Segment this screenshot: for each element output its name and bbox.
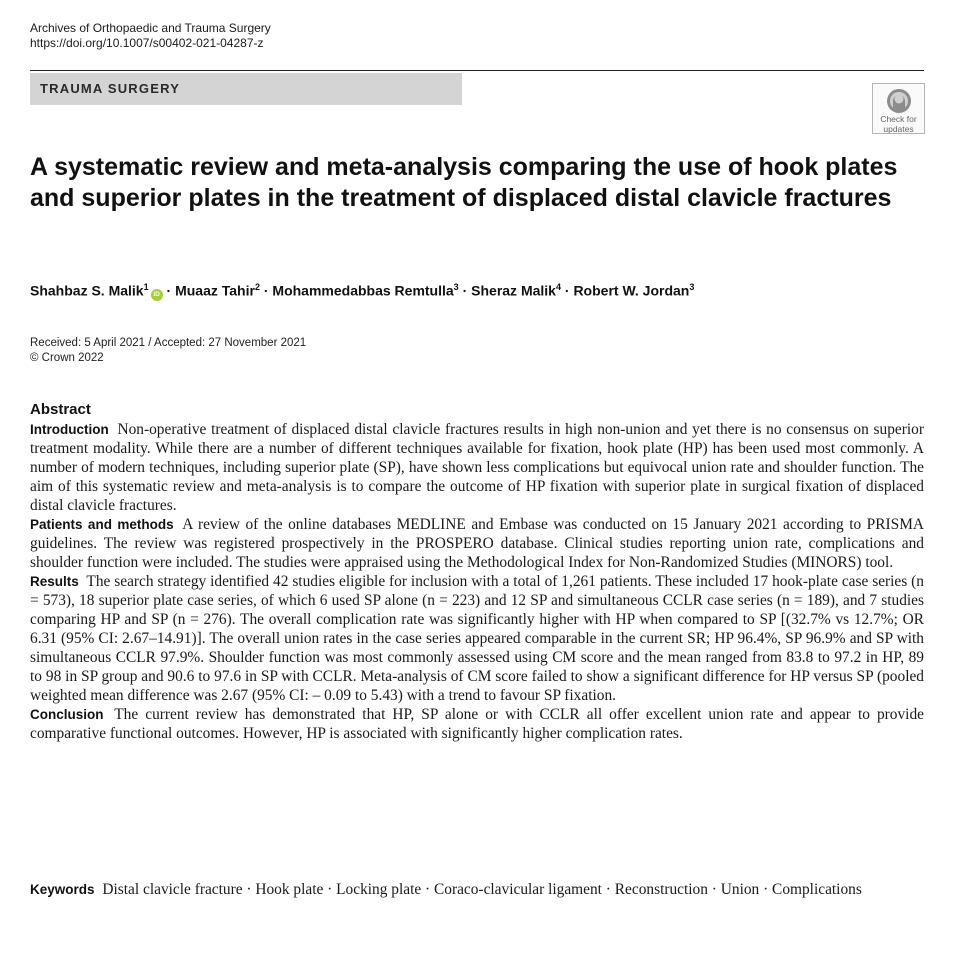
journal-name: Archives of Orthopaedic and Trauma Surgery	[30, 21, 271, 35]
author-affiliation: 2	[254, 282, 260, 292]
author-separator: ·	[162, 282, 176, 299]
author-affiliation: 3	[453, 282, 459, 292]
doi-link[interactable]: https://doi.org/10.1007/s00402-021-04287-z	[30, 36, 264, 50]
crossmark-icon	[886, 88, 912, 114]
abstract-introduction	[30, 420, 924, 515]
received-accepted-dates: Received: 5 April 2021 / Accepted: 27 November 2021	[30, 337, 307, 349]
methods-text: A review of the online databases MEDLINE and Embase was conducted on 15 January 2021 according to PRISMA guidelines. The review was registered prospectively in the PROSPERO database. Clinical studies reporting union rate, complications and shoulder function were included. The studies were appraised using the Methodological Index for Non-Randomized Studies (MINORS) tool.	[30, 516, 924, 571]
introduction-label: Introduction	[30, 422, 109, 437]
conclusion-text: The current review has demonstrated that HP, SP alone or with CCLR all offer excellent union rate and appear to provide comparative functional outcomes. However, HP is associated with significantly higher complication rates.	[30, 706, 924, 742]
abstract-methods	[30, 515, 924, 572]
article-title: A systematic review and meta-analysis comparing the use of hook plates and superior plates in the treatment of displaced distal clavicle fractures	[30, 153, 898, 212]
check-for-updates-badge[interactable]	[872, 83, 925, 134]
orcid-icon[interactable]: iD	[151, 289, 163, 301]
keywords-section	[30, 880, 924, 899]
updates-label: updates	[883, 123, 914, 134]
author-separator: ·	[259, 282, 273, 299]
abstract-heading: Abstract	[30, 401, 91, 418]
results-text: The search strategy identified 42 studies eligible for inclusion with a total of 1,261 patients. These included 17 hook-plate case series (n = 573), 18 superior plate case series, of which 6 used SP alone (n = 223) and 12 SP and simultaneous CCLR case series (n = 189), and 7 studies comparing HP and SP (n = 276). The overall complication rate was significantly higher with HP when compared to SP [(32.7% vs 12.7%; OR 6.31 (95% CI: 2.67–14.91)]. The overall union rates in the case series appeared comparable in the current SR; HP 96.4%, SP 96.9% and SP with simultaneous CCLR 97.9%. Shoulder function was most commonly assessed using CM score and the mean ranged from 83.8 to 97.2 in HP, 89 to 98 in SP group and 90.6 to 97.6 in SP with CCLR. Meta-analysis of CM score failed to show a significant difference for HP versus SP (pooled weighted mean difference was 2.67 (95% CI: – 0.09 to 5.43) with a trend to favour SP fixation.	[30, 573, 924, 704]
author-separator: ·	[560, 282, 574, 299]
abstract-section	[30, 401, 924, 743]
introduction-text: Non-operative treatment of displaced distal clavicle fractures results in high non-union and yet there is no consensus on superior treatment modality. While there are a number of different techniques available for fixation, hook plate (HP) has been used most commonly. A number of modern techniques, including superior plate (SP), have shown less complications but equivocal union rate and shoulder function. The aim of this systematic review and meta-analysis is to compare the outcome of HP fixation with superior plate in surgical fixation of displaced distal clavicle fractures.	[30, 421, 924, 514]
conclusion-label: Conclusion	[30, 707, 104, 722]
author-separator: ·	[458, 282, 472, 299]
results-label: Results	[30, 574, 79, 589]
section-banner	[30, 73, 462, 105]
author-name[interactable]: Sheraz Malik	[471, 282, 556, 299]
author-affiliation: 4	[555, 282, 561, 292]
author-name[interactable]: Shahbaz S. Malik	[30, 282, 144, 299]
author-affiliation: 1	[143, 282, 149, 292]
methods-label: Patients and methods	[30, 517, 174, 532]
author-list	[30, 282, 694, 301]
header-rule	[30, 70, 924, 71]
journal-header	[30, 21, 271, 51]
author-name[interactable]: Mohammedabbas Remtulla	[272, 282, 454, 299]
keywords-text: Distal clavicle fracture · Hook plate · Locking plate · Coraco-clavicular ligament · Reconstruction · Union · Complications	[102, 881, 862, 898]
author-affiliation: 3	[689, 282, 695, 292]
author-name[interactable]: Robert W. Jordan	[573, 282, 690, 299]
copyright-notice: © Crown 2022	[30, 352, 104, 364]
keywords-label: Keywords	[30, 882, 95, 897]
check-for-label: Check for	[880, 114, 917, 124]
section-label: TRAUMA SURGERY	[40, 81, 181, 96]
author-name[interactable]: Muaaz Tahir	[175, 282, 255, 299]
article-dates	[30, 336, 306, 366]
abstract-results	[30, 572, 924, 705]
abstract-conclusion	[30, 705, 924, 743]
